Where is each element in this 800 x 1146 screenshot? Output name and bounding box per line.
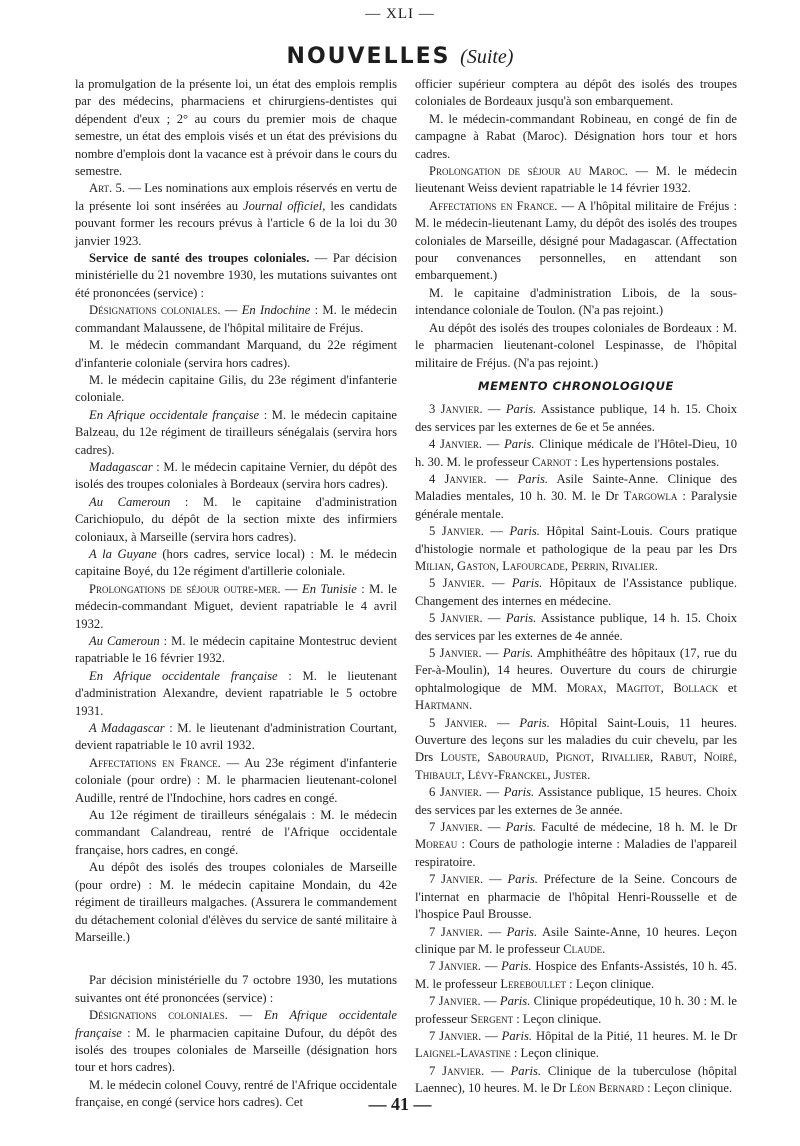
memento-heading: MEMENTO CHRONOLOGIQUE — [478, 378, 674, 393]
paragraph: Au dépôt des isolés des troupes coloniales de Bordeaux : M. le pharmacien lieutenant-colonel Lespinasse, de l'hôpital militaire de Fréjus. (N'a pas rejoint.) — [415, 320, 737, 370]
memento-entry: 7 Janvier. — Paris. Clinique de la tuberculose (hôpital Laennec), 10 heures. M. le Dr Léon Bernard : Leçon clinique. — [415, 1063, 738, 1096]
paragraph: M. le médecin colonel Couvy, rentré de l'Afrique occidentale française, en congé (service hors cadres). Cet — [75, 1077, 397, 1110]
paragraph: Affectations en France. — A l'hôpital militaire de Fréjus : M. le médecin-lieutenant Lamy, du dépôt des isolés des troupes coloniales de Marseille, désigné pour Madagascar. (Affectation pour convenances personnelles, en attendant son embarquement.) — [415, 198, 737, 283]
left-column — [75, 76, 397, 1112]
paragraph: Service de santé des troupes coloniales. — Par décision ministérielle du 21 novembre 1930, les mutations suivantes ont été prononcées (service) : — [75, 251, 397, 300]
memento-entry: 7 Janvier. — Paris. Clinique propédeutique, 10 h. 30 : M. le professeur Sergent : Leçon clinique. — [415, 994, 738, 1026]
memento-entry: 5 Janvier. — Paris. Assistance publique, 14 h. 15. Choix des services par les externes de 4e année. — [415, 611, 737, 643]
memento-entry: 5 Janvier. — Paris. Hôpitaux de l'Assistance publique. Changement des internes en médecine. — [415, 576, 738, 608]
paragraph: Au Cameroun : M. le capitaine d'administration Carichiopulo, du dépôt de la section mixte des infirmiers coloniaux, à Marseille (servira hors cadres). — [75, 494, 397, 544]
paragraph: officier supérieur comptera au dépôt des isolés des troupes coloniales de Bordeaux jusqu'à son embarquement. — [415, 77, 737, 109]
memento-entry: 5 Janvier. — Paris. Hôpital Saint-Louis, 11 heures. Ouverture des leçons sur les maladies du cuir chevelu, par les Drs Louste, Sabouraud, Pignot, Rivallier, Rabut, Noiré, Thibault, Lévy-Franckel, Juster. — [415, 715, 738, 782]
paragraph: M. le capitaine d'administration Libois, de la sous-intendance coloniale de Toulon. (N'a pas rejoint.) — [415, 285, 737, 318]
running-folio: — XLI — — [365, 6, 435, 22]
paragraph: A Madagascar : M. le lieutenant d'administration Courtant, devient rapatriable le 10 avril 1932. — [75, 721, 397, 753]
paragraph: M. le médecin-commandant Robineau, en congé de fin de campagne à Rabat (Maroc). Désignation hors tour et hors cadres. — [415, 111, 737, 161]
paragraph: la promulgation de la présente loi, un état des emplois remplis par des médecins, pharmaciens et chirurgiens-dentistes qui dépendent d'eux ; 2° au cours du premier mois de chaque semestre, un état des emplois visés et un état des prévisions du nombre d'emplois dont la vacance est à prévoir dans le cours du semestre. — [75, 77, 397, 179]
paragraph: A la Guyane (hors cadres, service local) : M. le médecin capitaine Boyé, du 12e régiment d'artillerie coloniale. — [75, 546, 397, 579]
paragraph: Au dépôt des isolés des troupes coloniales de Marseille (pour ordre) : M. le médecin capitaine Mondain, du 42e régiment de tirailleurs malgaches. (Assurera le commandement du détachement colonial d'élèves du service de santé militaire à Marseille.) — [75, 860, 397, 944]
memento-entry: 5 Janvier. — Paris. Hôpital Saint-Louis. Cours pratique d'histologie normale et pathologique de la peau par les Drs Milian, Gaston, Lafourcade, Perrin, Rivalier. — [415, 524, 737, 573]
paragraph: En Afrique occidentale française : M. le lieutenant d'administration Alexandre, devient rapatriable le 5 octobre 1931. — [75, 668, 397, 718]
paragraph: M. le médecin capitaine Gilis, du 23e régiment d'infanterie coloniale. — [75, 372, 397, 405]
memento-entry: 5 Janvier. — Paris. Amphithéâtre des hôpitaux (17, rue du Fer-à-Moulin), 14 heures. Ouverture du cours de chirurgie ophtalmologique de MM. Morax, Magitot, Bollack et Hartmann. — [415, 646, 738, 713]
section-gap — [75, 946, 397, 972]
paragraph: Madagascar : M. le médecin capitaine Vernier, du dépôt des isolés des troupes coloniales à Bordeaux (servira hors cadres). — [75, 459, 397, 492]
section-title — [0, 44, 800, 70]
paragraph: Prolongations de séjour outre-mer. — En Tunisie : M. le médecin-commandant Miguet, devient rapatriable le 4 avril 1932. — [75, 581, 397, 631]
right-column — [415, 76, 737, 1098]
section-title-suite: (Suite) — [460, 46, 514, 68]
memento-entry: 4 Janvier. — Paris. Asile Sainte-Anne. Clinique des Maladies mentales, 10 h. 30. M. le Dr Targowla : Paralysie générale mentale. — [415, 471, 738, 521]
paragraph: Désignations coloniales. — En Afrique occidentale française : M. le pharmacien capitaine Dufour, du dépôt des isolés des troupes coloniales de Marseille (désignation hors tour et hors cadres). — [75, 1008, 398, 1075]
paragraph: Au Cameroun : M. le médecin capitaine Montestruc devient rapatriable le 16 février 1932. — [75, 634, 398, 666]
memento-entry: 7 Janvier. — Paris. Asile Sainte-Anne, 10 heures. Leçon clinique par M. le professeur Claude. — [415, 924, 738, 956]
memento-entry: 6 Janvier. — Paris. Assistance publique, 15 heures. Choix des services par les externes de 3e année. — [415, 785, 737, 817]
paragraph: Affectations en France. — Au 23e régiment d'infanterie coloniale (pour ordre) : M. le pharmacien lieutenant-colonel Audille, rentré de l'Indochine, hors cadres en congé. — [75, 755, 397, 805]
paragraph: Au 12e régiment de tirailleurs sénégalais : M. le médecin commandant Calandreau, rentré de l'Afrique occidentale française, hors cadres, en congé. — [75, 808, 397, 857]
memento-entry: 7 Janvier. — Paris. Préfecture de la Seine. Concours de l'internat en pharmacie de l'hôpital Henri-Rousselle et de l'hospice Paul Brousse. — [415, 872, 737, 922]
paragraph: En Afrique occidentale française : M. le médecin capitaine Balzeau, du 12e régiment de tirailleurs sénégalais (servira hors cadres). — [75, 407, 397, 457]
memento-entry: 7 Janvier. — Paris. Hôpital de la Pitié, 11 heures. M. le Dr Laignel-Lavastine : Leçon clinique. — [415, 1028, 738, 1061]
section-title-text: NOUVELLES — [286, 44, 451, 69]
memento-entry: 3 Janvier. — Paris. Assistance publique, 14 h. 15. Choix des services par les externes de 6e et 5e années. — [415, 402, 737, 434]
paragraph: Prolongation de séjour au Maroc. — M. le médecin lieutenant Weiss devient rapatriable le 14 février 1932. — [415, 164, 738, 196]
memento-entry: 4 Janvier. — Paris. Clinique médicale de l'Hôtel-Dieu, 10 h. 30. M. le professeur Carnot : Les hypertensions postales. — [415, 437, 737, 469]
page-number: — 41 — — [368, 1094, 432, 1114]
paragraph: M. le médecin commandant Marquand, du 22e régiment d'infanterie coloniale (servira hors cadres). — [75, 338, 397, 370]
paragraph: Désignations coloniales. — En Indochine : M. le médecin commandant Malaussene, de l'hôpital militaire de Fréjus. — [75, 303, 398, 335]
paragraph: Par décision ministérielle du 7 octobre 1930, les mutations suivantes ont été prononcées (service) : — [75, 973, 397, 1005]
paragraph: Art. 5. — Les nominations aux emplois réservés en vertu de la présente loi sont insérées au Journal officiel, les candidats pouvant former les recours prévus à l'article 6 de la loi du 30 janvier 1923. — [75, 181, 398, 248]
memento-entry: 7 Janvier. — Paris. Hospice des Enfants-Assistés, 10 h. 45. M. le professeur Lereboullet : Leçon clinique. — [415, 959, 738, 991]
memento-entry: 7 Janvier. — Paris. Faculté de médecine, 18 h. M. le Dr Moreau : Cours de pathologie interne : Maladies de l'appareil respiratoire. — [415, 820, 737, 869]
